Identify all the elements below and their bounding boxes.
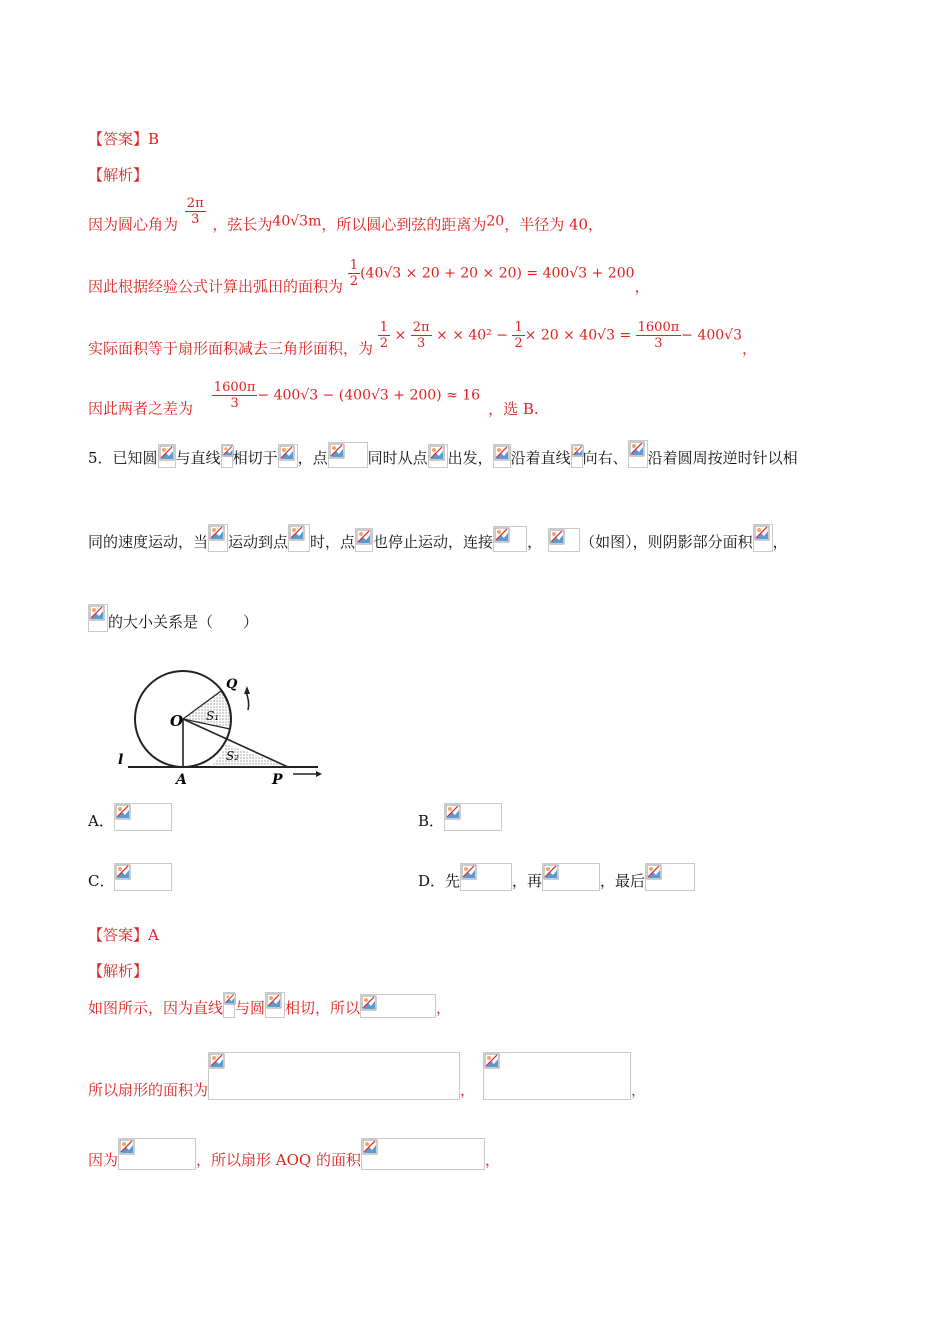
math: 40√3m: [272, 213, 322, 230]
answer: [88, 924, 159, 945]
text: ，半径为 40，: [504, 215, 604, 234]
broken-image-icon: [208, 1052, 460, 1100]
frac-num: 1: [349, 258, 359, 273]
text: 的大小关系是（ ）: [108, 613, 259, 631]
text: ，: [527, 533, 543, 551]
text: 沿着直线: [510, 449, 571, 467]
broken-image-icon: [223, 992, 235, 1018]
broken-image-icon: [548, 528, 580, 552]
frac-num: 1600π: [213, 380, 256, 395]
text: ，点: [297, 449, 328, 467]
text: 因此两者之差为: [88, 399, 194, 418]
text: ，: [772, 533, 788, 551]
text: ，: [484, 1151, 500, 1169]
option-d[interactable]: [418, 860, 695, 891]
math: (40√3 × 20 + 20 × 20) = 400√3 + 200: [360, 265, 635, 282]
option-label: B．: [418, 812, 445, 830]
text: ，: [631, 1081, 647, 1099]
label-a: A: [176, 772, 187, 788]
math: × 20 × 40√3 =: [524, 327, 636, 344]
text: ，: [460, 1081, 476, 1099]
arrow-q: [246, 692, 249, 710]
broken-image-icon: [360, 994, 436, 1018]
math: ×: [431, 327, 453, 344]
frac-num: 2π: [412, 320, 430, 335]
text: ，选 B.: [488, 399, 539, 418]
frac-den: 3: [654, 336, 663, 351]
text: ，: [742, 339, 758, 358]
text: 因为: [88, 1151, 119, 1169]
text: 相切，所以: [285, 999, 361, 1017]
question-line2: [88, 524, 788, 552]
text: 出发，: [447, 449, 493, 467]
text: 所以扇形的面积为: [88, 1081, 209, 1099]
text: 因此根据经验公式计算出弧田的面积为: [88, 277, 344, 296]
text: ，所以圆心到弦的距离为: [321, 215, 487, 234]
broken-image-icon: [208, 524, 228, 552]
answer-label: 【答案】: [88, 130, 149, 148]
text: 运动到点: [228, 533, 289, 551]
math: ×: [390, 327, 411, 344]
broken-image-icon: [571, 444, 583, 468]
math: × 40² −: [452, 327, 513, 344]
frac-den: 2: [349, 274, 359, 289]
frac-num: 1: [514, 320, 523, 335]
analysis-line1: [88, 992, 451, 1018]
label-p: P: [272, 772, 283, 788]
text: ，再: [512, 872, 543, 890]
prev-analysis-label: 【解析】: [88, 166, 149, 184]
frac-den: 2: [379, 336, 389, 351]
label-s1: S₁: [206, 709, 220, 723]
text: 实际面积等于扇形面积减去三角形面积，为: [88, 339, 374, 358]
fraction: [378, 320, 390, 351]
broken-image-icon: [428, 444, 448, 468]
option-c[interactable]: [88, 860, 172, 891]
broken-image-icon: [118, 1138, 196, 1170]
arrow-head: [316, 771, 322, 777]
broken-image-icon: [645, 863, 695, 891]
broken-image-icon: [288, 524, 310, 552]
fraction: [512, 320, 524, 351]
text: 时，点: [310, 533, 356, 551]
question-line3: [88, 604, 258, 632]
frac-den: 3: [230, 396, 239, 411]
prev-analysis-line2: [88, 258, 650, 297]
text: 5．已知圆: [88, 449, 158, 467]
broken-image-icon: [265, 992, 285, 1018]
broken-image-icon: [361, 1138, 485, 1170]
text: 相切于: [232, 449, 278, 467]
answer-label: 【答案】: [88, 926, 149, 944]
text: 同时从点: [367, 449, 428, 467]
question-line1: [88, 440, 798, 468]
broken-image-icon: [278, 444, 298, 468]
fraction: [212, 380, 258, 411]
text: ，: [634, 277, 650, 296]
text: ，弦长为: [212, 215, 273, 234]
broken-image-icon: [444, 803, 502, 831]
text: 同的速度运动，当: [88, 533, 209, 551]
analysis-label: 【解析】: [88, 962, 149, 980]
text: 与直线: [175, 449, 221, 467]
answer-value: B: [148, 130, 160, 148]
broken-image-icon: [493, 444, 511, 468]
fraction: [348, 258, 360, 289]
option-a[interactable]: [88, 800, 172, 831]
broken-image-icon: [483, 1052, 631, 1100]
frac-den: 3: [416, 336, 426, 351]
broken-image-icon: [542, 863, 600, 891]
frac-den: 3: [191, 212, 200, 227]
analysis-line3: [88, 1138, 500, 1170]
option-label: A．: [88, 812, 114, 830]
broken-image-icon: [158, 444, 176, 468]
text: 如图所示，因为直线: [88, 999, 224, 1017]
broken-image-icon: [460, 863, 512, 891]
text: ，所以扇形 AOQ 的面积: [196, 1151, 361, 1169]
arrow-q-head: [244, 686, 250, 694]
analysis-line2: [88, 1052, 646, 1100]
option-label: C．: [88, 872, 115, 890]
broken-image-icon: [355, 528, 373, 552]
text: 沿着圆周按逆时针以相: [647, 449, 798, 467]
frac-den: 2: [514, 336, 523, 351]
math: − 400√3 − (400√3 + 200) ≈ 16: [257, 387, 481, 404]
label-s2: S₂: [226, 749, 240, 763]
broken-image-icon: [628, 440, 648, 468]
broken-image-icon: [114, 803, 172, 831]
label-o: O: [170, 712, 184, 730]
broken-image-icon: [328, 442, 368, 468]
text: 因为圆心角为: [88, 215, 179, 234]
math: − 400√3: [681, 327, 742, 344]
frac-num: 1: [379, 320, 389, 335]
option-label: D．先: [418, 872, 461, 890]
broken-image-icon: [753, 524, 773, 552]
fraction: [411, 320, 432, 351]
option-b[interactable]: [418, 800, 502, 831]
text: ，最后: [600, 872, 646, 890]
prev-analysis-line1: [88, 196, 603, 235]
math: 20: [486, 213, 505, 230]
broken-image-icon: [221, 444, 233, 468]
text: （如图），则阴影部分面积: [580, 533, 753, 551]
broken-image-icon: [114, 863, 172, 891]
text: 向右、: [582, 449, 628, 467]
frac-num: 2π: [186, 196, 204, 211]
answer-value: A: [148, 926, 159, 944]
frac-num: 1600π: [637, 320, 680, 335]
fraction: [636, 320, 682, 351]
circle-tangent-figure: [108, 664, 328, 790]
prev-analysis-line4: [88, 380, 539, 419]
label-l: l: [118, 752, 124, 768]
text: ，: [436, 999, 452, 1017]
text: 与圆: [235, 999, 266, 1017]
broken-image-icon: [493, 526, 527, 552]
fraction: [185, 196, 206, 227]
broken-image-icon: [88, 604, 108, 632]
prev-analysis-line3: [88, 320, 757, 359]
label-q: Q: [226, 677, 238, 692]
prev-answer: [88, 128, 159, 149]
text: 也停止运动，连接: [373, 533, 494, 551]
